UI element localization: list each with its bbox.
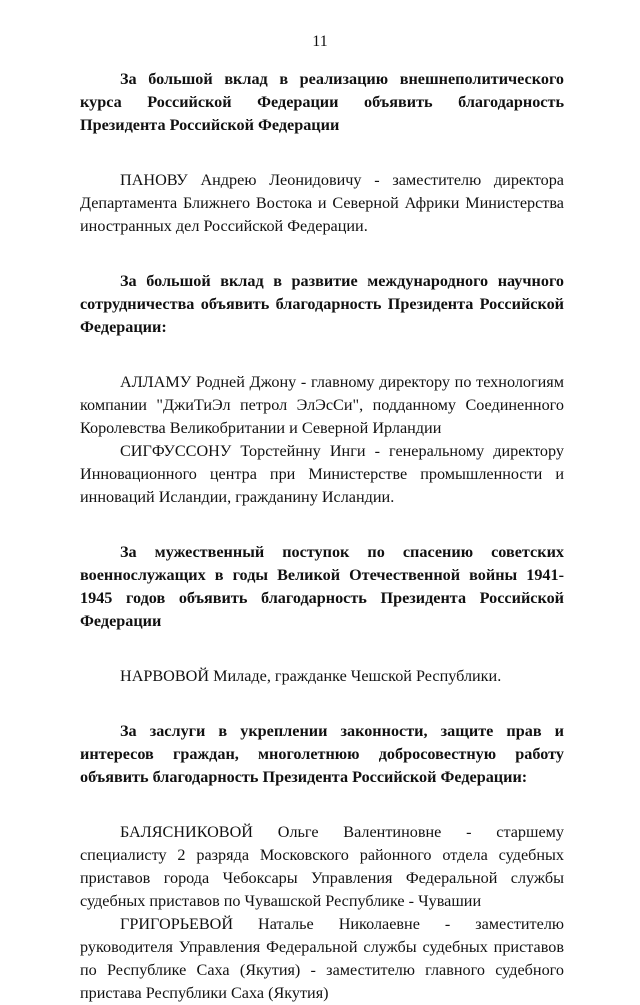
page-number: 11 — [312, 33, 328, 50]
section-law-enforcement — [80, 720, 564, 1005]
award-entry: ПАНОВУ Андрею Леонидовичу - заместителю директора Департамента Ближнего Востока и Северной Африки Министерства иностранных дел Российской Федерации. — [80, 171, 564, 235]
award-entry: АЛЛАМУ Родней Джону - главному директору по технологиям компании "ДжиТиЭл петрол ЭлЭсСи", подданному Соединенного Королевства Великобритании и Северной Ирландии — [80, 373, 564, 437]
section-heading: За заслуги в укреплении законности, защите прав и интересов граждан, многолетнюю добросовестную работу объявить благодарность Президента Российской Федерации: — [80, 722, 564, 786]
section-foreign-policy — [80, 68, 564, 238]
award-entry: НАРВОВОЙ Миладе, гражданке Чешской Республики. — [120, 667, 502, 685]
section-science-cooperation — [80, 270, 564, 509]
award-entry: СИГФУССОНУ Торстейнну Инги - генеральному директору Инновационного центра при Министерстве промышленности и инноваций Исландии, гражданину Исландии. — [80, 442, 564, 506]
document-body — [80, 68, 564, 1005]
section-heading: За большой вклад в развитие международного научного сотрудничества объявить благодарность Президента Российской Федерации: — [80, 272, 564, 336]
award-entry: ГРИГОРЬЕВОЙ Наталье Николаевне - заместителю руководителя Управления Федеральной службы судебных приставов по Республике Саха (Якутия) - заместителю главного судебного пристава Республики Саха (Якутия) — [80, 915, 564, 1002]
award-entry: БАЛЯСНИКОВОЙ Ольге Валентиновне - старшему специалисту 2 разряда Московского районного отдела судебных приставов города Чебоксары Управления Федеральной службы судебных приставов по Чувашской Республике - Чувашии — [80, 823, 564, 910]
section-heading: За мужественный поступок по спасению советских военнослужащих в годы Великой Отечественной войны 1941-1945 годов объявить благодарность Президента Российской Федерации — [80, 543, 564, 630]
section-heading: За большой вклад в реализацию внешнеполитического курса Российской Федерации объявить благодарность Президента Российской Федерации — [80, 70, 564, 134]
section-rescue-deed — [80, 541, 564, 688]
